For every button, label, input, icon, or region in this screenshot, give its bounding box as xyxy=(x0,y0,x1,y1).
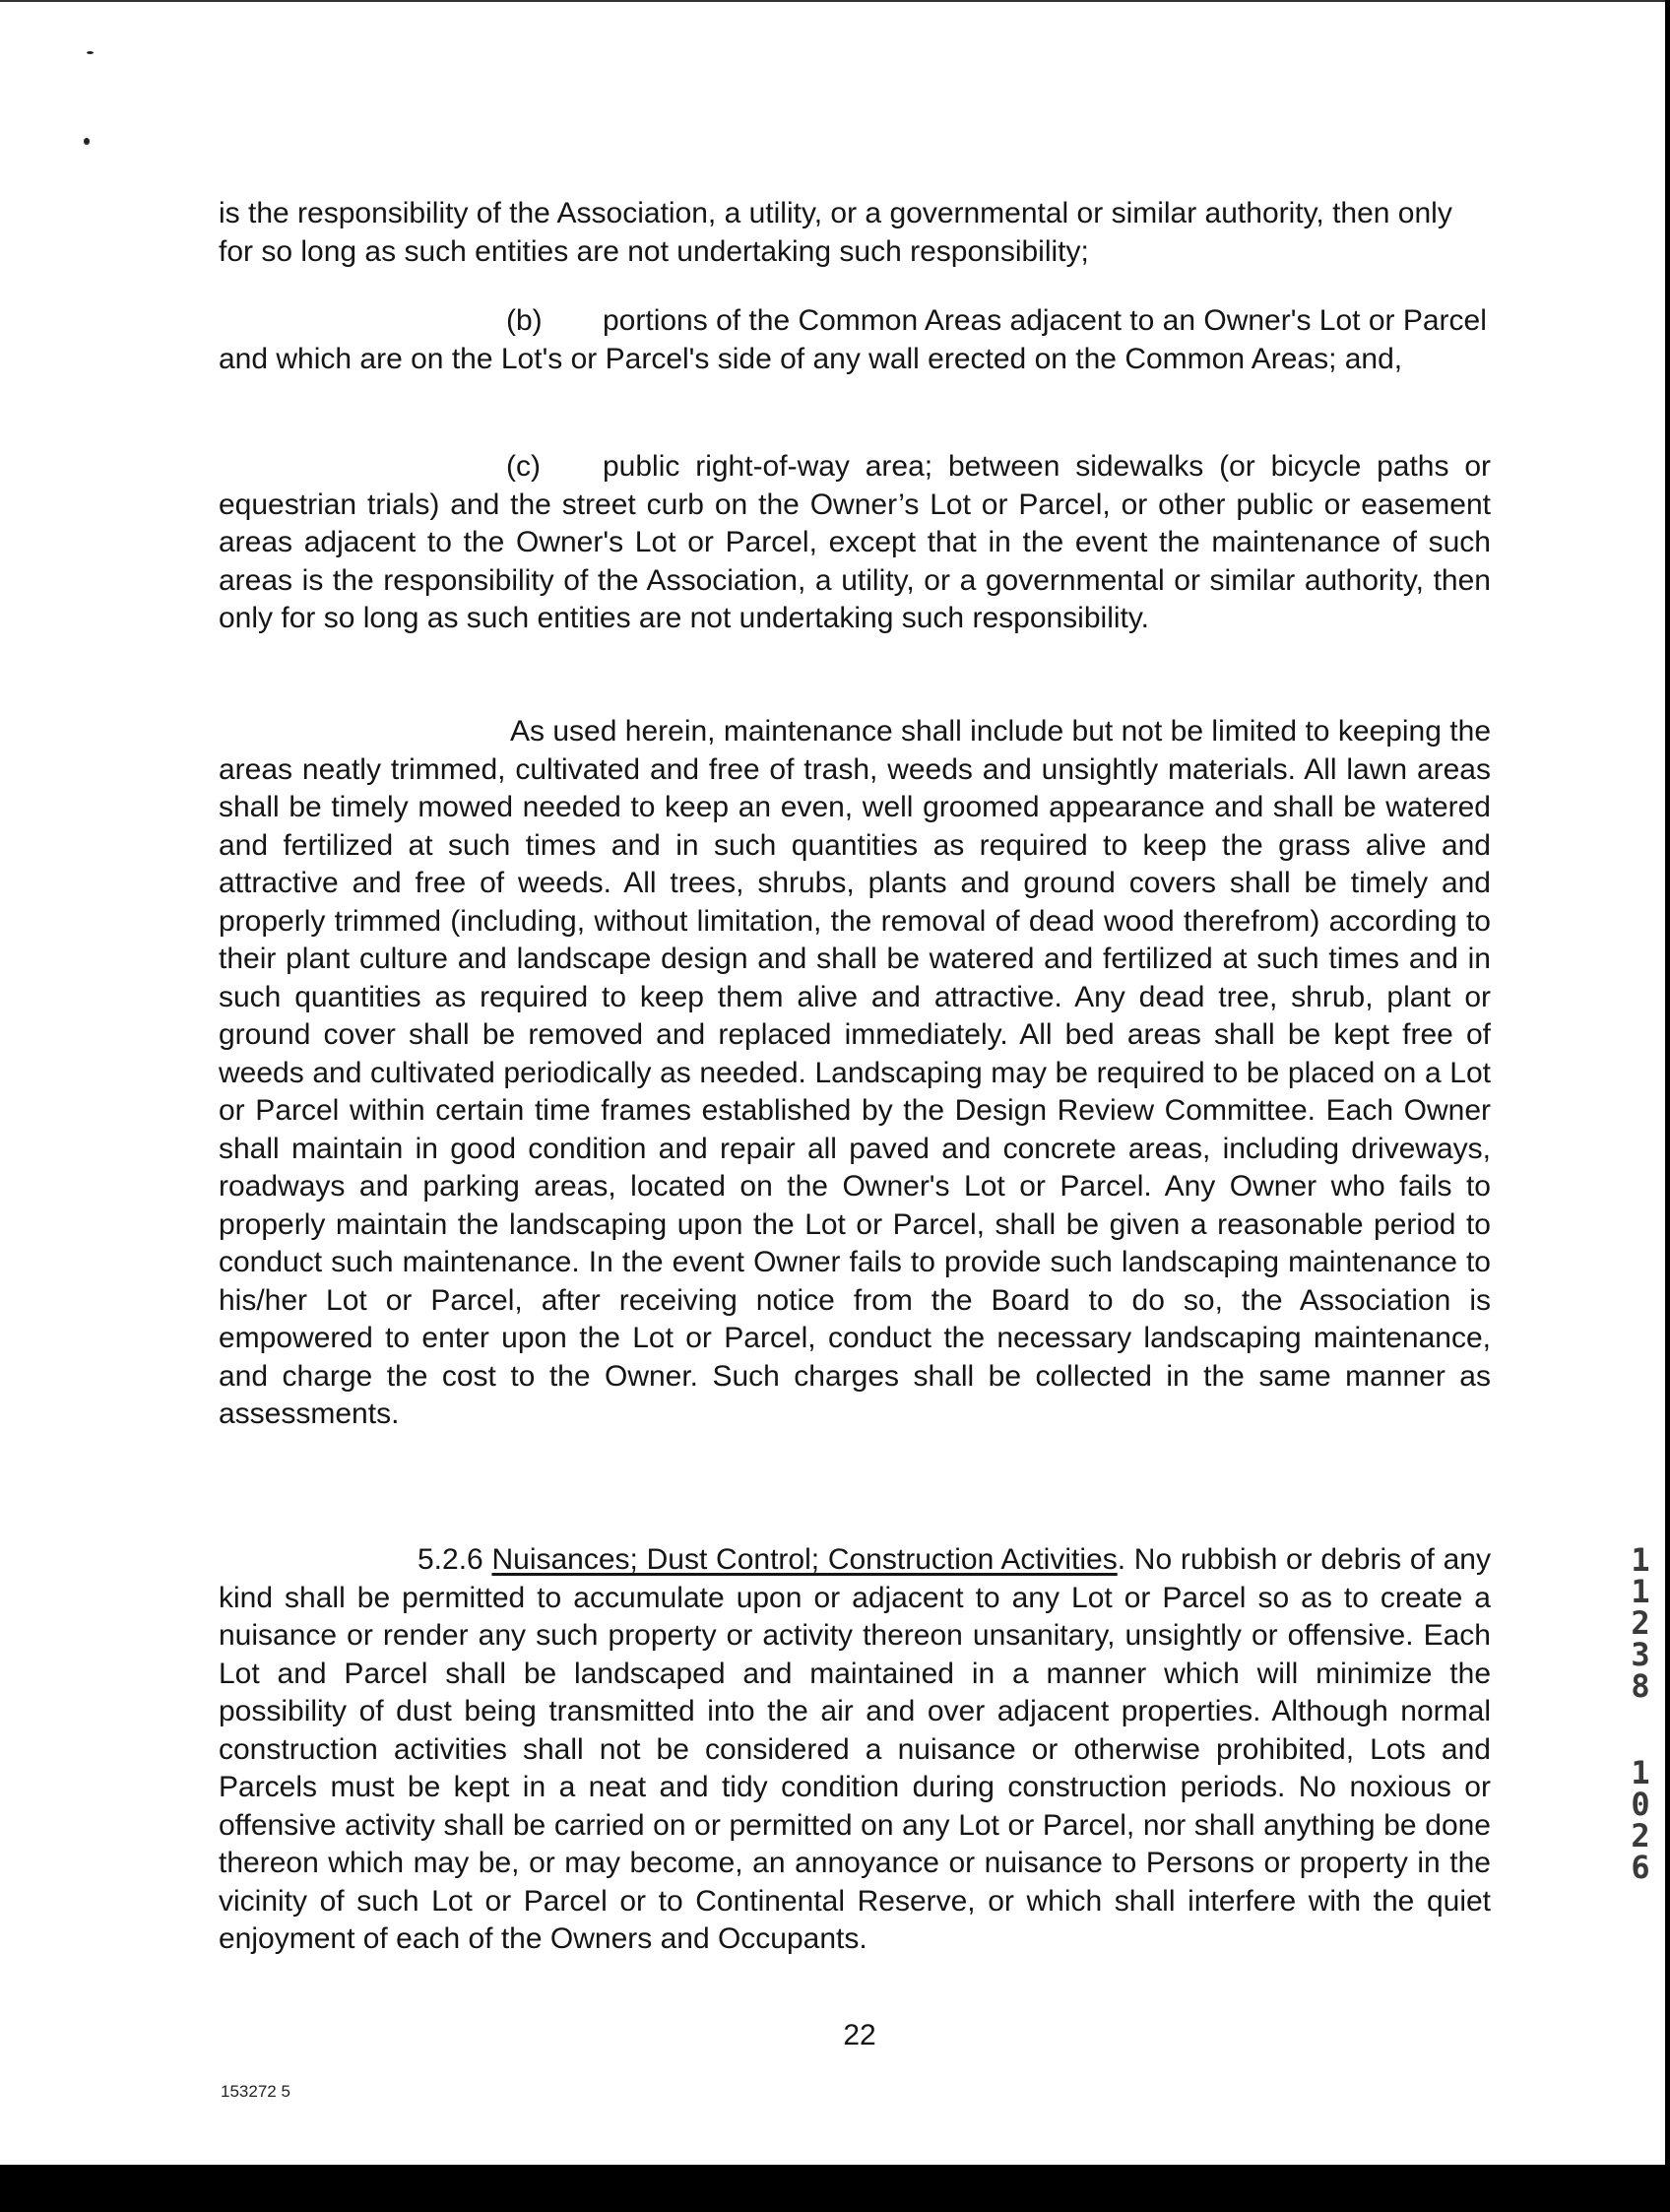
section-text: . No rubbish or debris of any kind shall be permitted to accumulate upon or adjacent to any Lot or Parcel so as to create a nuisance or render any such property or activity thereon unsanitary, unsightly or offensive. Each Lot and Parcel shall be landscaped and maintained in a manner which will minimize the possibility of dust being transmitted into the air and over adjacent properties. Although normal construction activities shall not be considered a nuisance or otherwise prohibited, Lots and Parcels must be kept in a neat and tidy condition during construction periods. No noxious or offensive activity shall be carried on or permitted on any Lot or Parcel, nor shall anything be done thereon which may be, or may become, an annoyance or nuisance to Persons or property in the vicinity of such Lot or Parcel or to Continental Reserve, or which shall interfere with the quiet enjoyment of each of the Owners and Occupants. xyxy=(219,1543,1491,1955)
recording-stamp-upper xyxy=(1621,1541,1660,1705)
clause-c-text: public right-of-way area; between sidewalks (or bicycle paths or equestrian trials) and the street curb on the Owner’s Lot or Parcel, or other public or easement areas adjacent to the Owner's Lot or Parcel, except that in the event the maintenance of such areas is the responsibility of the Association, a utility, or a governmental or similar authority, then only for so long as such entities are not undertaking such responsibility. xyxy=(219,450,1491,634)
scan-border-top xyxy=(0,0,1670,2)
page-number: 22 xyxy=(843,2019,876,2051)
recording-stamp-lower xyxy=(1621,1754,1660,1886)
section-heading: Nuisances; Dust Control; Construction Activities xyxy=(491,1543,1118,1576)
clause-c xyxy=(219,448,1491,638)
clause-c-marker: (c) xyxy=(506,450,541,483)
section-5-2-6 xyxy=(219,1541,1491,1959)
clause-b-marker: (b) xyxy=(506,304,543,337)
clause-b-text: portions of the Common Areas adjacent to an Owner's Lot or Parcel and which are on the Lot's or Parcel's side of any wall erected on the Common Areas; and, xyxy=(219,304,1487,375)
stamp-digit: 6 xyxy=(1631,1849,1650,1886)
section-number: 5.2.6 xyxy=(418,1543,483,1576)
stamp-digit: 1 xyxy=(1631,1754,1650,1791)
stamp-digit: 3 xyxy=(1631,1636,1650,1673)
clause-b xyxy=(219,302,1491,378)
stamp-digit: 8 xyxy=(1631,1667,1650,1705)
scan-border-bottom xyxy=(0,2165,1670,2212)
stamp-digit: 0 xyxy=(1631,1786,1650,1823)
maintenance-paragraph xyxy=(219,713,1491,1434)
scan-speck xyxy=(87,51,94,54)
maintenance-text: As used herein, maintenance shall include but not be limited to keeping the areas neatly trimmed, cultivated and free of trash, weeds and unsightly materials. All lawn areas shall be timely mowed needed to keep an even, well groomed appearance and shall be watered and fertilized at such times and in such quantities as required to keep the grass alive and attractive and free of weeds. All trees, shrubs, plants and ground covers shall be timely and properly trimmed (including, without limitation, the removal of dead wood therefrom) according to their plant culture and landscape design and shall be watered and fertilized at such times and in such quantities as required to keep them alive and attractive. Any dead tree, shrub, plant or ground cover shall be removed and replaced immediately. All bed areas shall be kept free of weeds and cultivated periodically as needed. Landscaping may be required to be placed on a Lot or Parcel within certain time frames established by the Design Review Committee. Each Owner shall maintain in good condition and repair all paved and concrete areas, including driveways, roadways and parking areas, located on the Owner's Lot or Parcel. Any Owner who fails to properly maintain the landscaping upon the Lot or Parcel, shall be given a reasonable period to conduct such maintenance. In the event Owner fails to provide such landscaping maintenance to his/her Lot or Parcel, after receiving notice from the Board to do so, the Association is empowered to enter upon the Lot or Parcel, conduct the necessary landscaping maintenance, and charge the cost to the Owner. Such charges shall be collected in the same manner as assessments. xyxy=(219,715,1491,1430)
scan-border-right xyxy=(1665,0,1670,2212)
scan-speck xyxy=(84,138,90,145)
stamp-digit: 1 xyxy=(1631,1573,1650,1610)
stamp-digit: 2 xyxy=(1631,1817,1650,1854)
document-number: 153272 5 xyxy=(221,2082,290,2101)
stamp-digit: 2 xyxy=(1631,1604,1650,1642)
stamp-digit: 1 xyxy=(1631,1541,1650,1579)
clause-a-continuation: is the responsibility of the Association, a utility, or a governmental or similar authority, then only for so long as such entities are not undertaking such responsibility; xyxy=(219,197,1452,268)
